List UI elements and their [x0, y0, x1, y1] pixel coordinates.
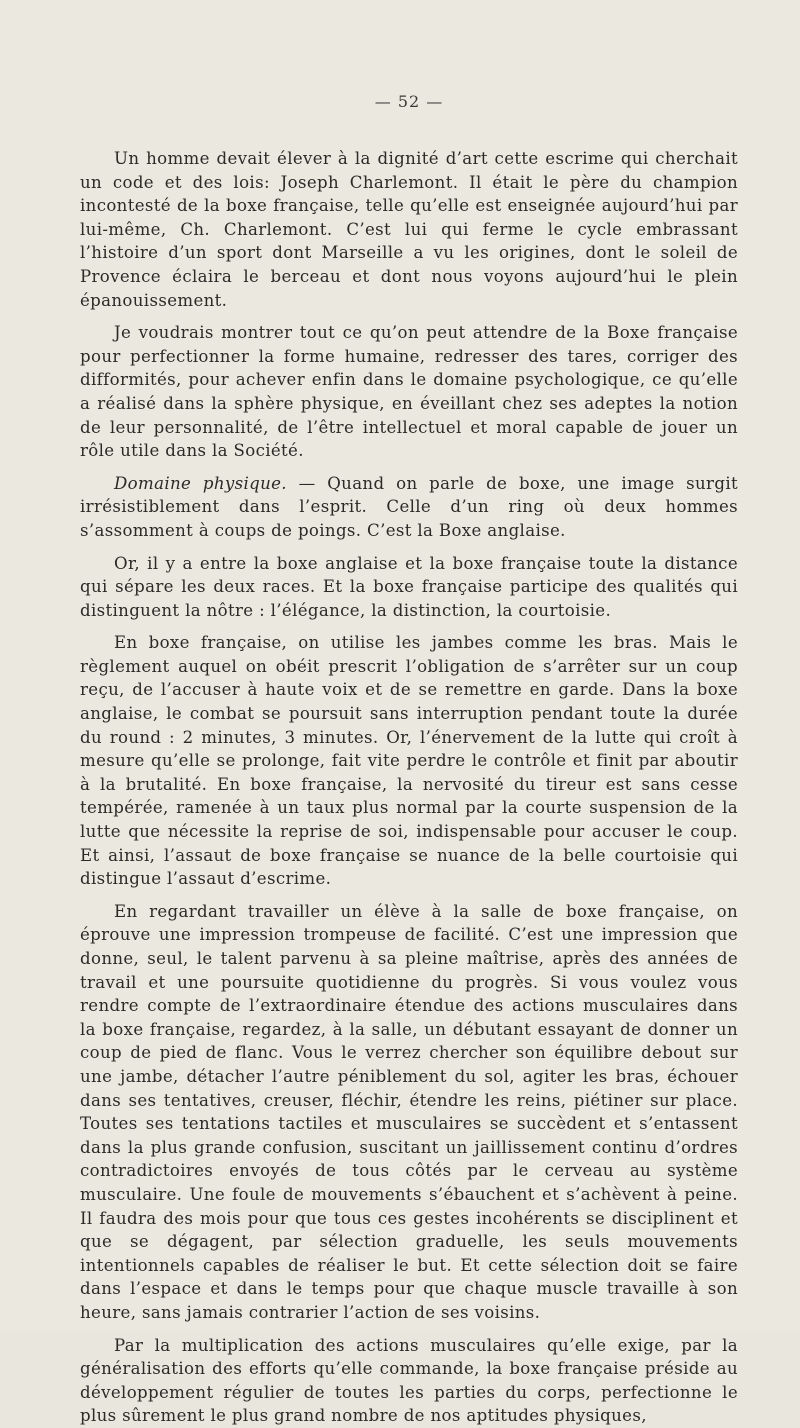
paragraph-3: [80, 472, 738, 543]
paragraph-2: Je voudrais montrer tout ce qu’on peut attendre de la Boxe française pour perfectionner la forme humaine, redresser des tares, corriger des difformités, pour achever enfin dans le domaine psychologique, ce qu’elle a réalisé dans la sphère physique, en éveillant chez ses adeptes la notion de leur personnalité, de l’être intellectuel et moral capable de jouer un rôle utile dans la Société.: [80, 323, 738, 461]
paragraph-3-text: — Quand on parle de boxe, une image surgit irrésistiblement dans l’esprit. Celle d’un ring où deux hommes s’assomment à coups de poings. C’est la Boxe anglaise.: [80, 473, 738, 540]
section-heading-domaine-physique: Domaine physique.: [114, 473, 287, 493]
paragraph-4: Or, il y a entre la boxe anglaise et la boxe française toute la distance qui sépare les deux races. Et la boxe française participe des qualités qui distinguent la nôtre : l’élégance, la distinction, la courtoisie.: [80, 553, 738, 620]
paragraph-6: En regardant travailler un élève à la salle de boxe française, on éprouve une impression trompeuse de facilité. C’est une impression que donne, seul, le talent parvenu à sa pleine maîtrise, après des années de travail et une poursuite quotidienne du progrès. Si vous voulez vous rendre compte de l’extraordinaire étendue des actions musculaires dans la boxe française, regardez, à la salle, un débutant essayant de donner un coup de pied de flanc. Vous le verrez chercher son équilibre debout sur une jambe, détacher l’autre péniblement du sol, agiter les bras, échouer dans ses tentatives, creuser, fléchir, étendre les reins, piétiner sur place. Toutes ses tentations tactiles et musculaires se succèdent et s’entassent dans la plus grande confusion, suscitant un jaillissement continu d’ordres contradictoires envoyés de tous côtés par le cerveau au système musculaire. Une foule de mouvements s’ébauchent et s’achèvent à peine. Il faudra des mois pour que tous ces gestes incohérents se disciplinent et que se dégagent, par sélection graduelle, les seuls mouvements intentionnels capables de réaliser le but. Et cette sélection doit se faire dans l’espace et dans le temps pour que chaque muscle travaille à son heure, sans jamais contrarier l’action de ses voisins.: [80, 901, 738, 1322]
paragraph-1: Un homme devait élever à la dignité d’art cette escrime qui cherchait un code et des lois: Joseph Charlemont. Il était le père du champion incontesté de la boxe française, telle qu’elle est enseignée aujourd’hui par lui-même, Ch. Charlemont. C’est lui qui ferme le cycle embrassant l’histoire d’un sport dont Marseille a vu les origines, dont le soleil de Provence éclaira le berceau et dont nous voyons aujourd’hui le plein épanouissement.: [80, 149, 738, 310]
paragraph-5: En boxe française, on utilise les jambes comme les bras. Mais le règlement auquel on obéit prescrit l’obligation de s’arrêter sur un coup reçu, de l’accuser à haute voix et de se remettre en garde. Dans la boxe anglaise, le combat se poursuit sans interruption pendant toute la durée du round : 2 minutes, 3 minutes. Or, l’énervement de la lutte qui croît à mesure qu’elle se prolonge, fait vite perdre le contrôle et finit par aboutir à la brutalité. En boxe française, la nervosité du tireur est sans cesse tempérée, ramenée à un taux plus normal par la courte suspension de la lutte que nécessite la reprise de soi, indispensable pour accuser le coup. Et ainsi, l’assaut de boxe française se nuance de la belle courtoisie qui distingue l’assaut d’escrime.: [80, 633, 738, 889]
page-number: — 52 —: [374, 92, 444, 111]
paragraph-7: Par la multiplication des actions musculaires qu’elle exige, par la généralisation des efforts qu’elle commande, la boxe française préside au développement régulier de toutes les parties du corps, perfectionne le plus sûrement le plus grand nombre de nos aptitudes physiques,: [80, 1335, 738, 1426]
